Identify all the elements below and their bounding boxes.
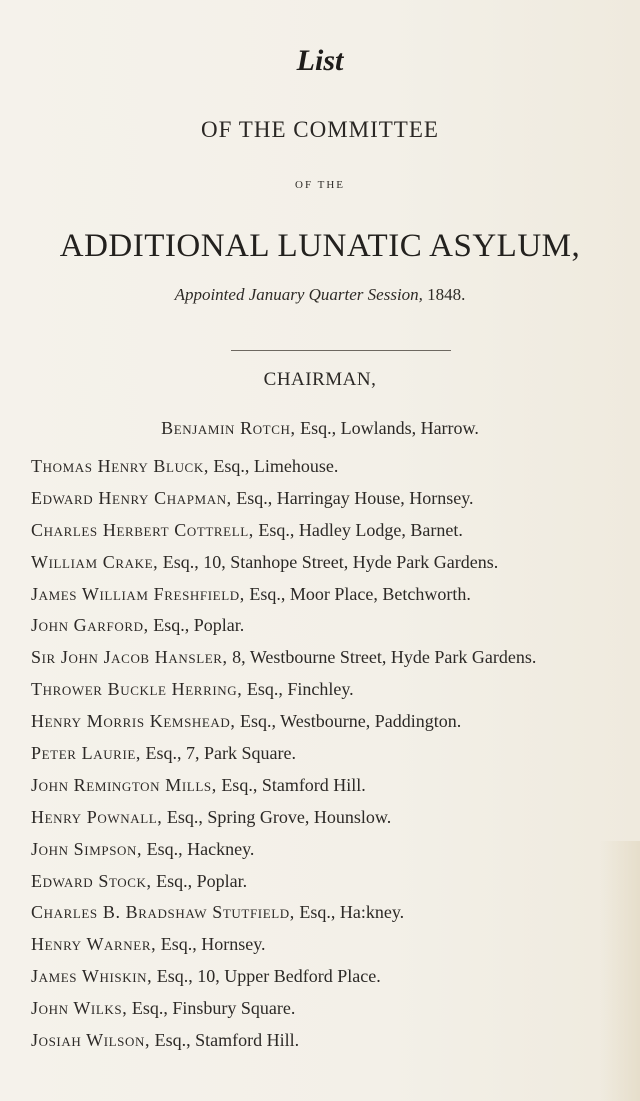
- member-name: John Garford,: [31, 615, 149, 636]
- member-details: Esq., Poplar.: [153, 615, 245, 636]
- chairman-details: Esq., Lowlands, Harrow.: [300, 418, 479, 438]
- committee-member: [31, 515, 640, 547]
- member-name: Thomas Henry Bluck,: [31, 456, 209, 476]
- member-name: Josiah Wilson,: [31, 1030, 151, 1051]
- member-name: Peter Laurie,: [31, 743, 142, 764]
- member-details: Esq., Ha:kney.: [299, 902, 405, 923]
- member-details: Esq., Limehouse.: [213, 456, 339, 476]
- committee-member: [31, 1025, 640, 1057]
- committee-member: [31, 802, 640, 834]
- member-name: John Simpson,: [31, 838, 143, 859]
- committee-member: [31, 674, 640, 706]
- member-name: Henry Pownall,: [31, 806, 163, 827]
- committee-member: [31, 866, 640, 898]
- member-name: John Remington Mills,: [31, 774, 217, 795]
- member-name: Edward Henry Chapman,: [31, 487, 232, 508]
- member-name: Henry Warner,: [31, 934, 157, 955]
- committee-member: [31, 706, 640, 738]
- member-details: Esq., Hornsey.: [160, 934, 266, 955]
- page-stain: [600, 841, 640, 1101]
- chairman-name: Benjamin Rotch,: [161, 418, 296, 438]
- committee-member: [31, 961, 640, 993]
- member-name: Charles B. Bradshaw Stutfield,: [31, 902, 295, 923]
- institution-heading: ADDITIONAL LUNATIC ASYLUM,: [59, 228, 581, 264]
- member-details: 8, Westbourne Street, Hyde Park Gardens.: [232, 647, 537, 668]
- member-details: Esq., 10, Stanhope Street, Hyde Park Gardens.: [162, 551, 499, 572]
- committee-member: [31, 579, 640, 611]
- member-name: James Whiskin,: [31, 966, 153, 987]
- committee-member: [31, 897, 640, 929]
- appointed-year: 1848.: [427, 285, 466, 304]
- list-heading: List: [296, 44, 344, 77]
- member-name: Sir John Jacob Hansler,: [31, 647, 228, 668]
- member-details: Esq., Stamford Hill.: [154, 1030, 300, 1051]
- committee-member: [31, 834, 640, 866]
- member-details: Esq., Poplar.: [156, 870, 248, 891]
- committee-member: [31, 483, 640, 515]
- appointed-text: Appointed January Quarter Session,: [174, 285, 423, 304]
- member-details: Esq., Moor Place, Betchworth.: [249, 583, 471, 604]
- committee-member: [31, 610, 640, 642]
- committee-member: [31, 993, 640, 1025]
- member-details: Esq., Harringay House, Hornsey.: [236, 487, 474, 508]
- member-details: Esq., Hackney.: [146, 838, 255, 859]
- member-details: Esq., Spring Grove, Hounslow.: [166, 806, 392, 827]
- committee-member: [31, 770, 640, 802]
- member-name: James William Freshfield,: [31, 583, 245, 604]
- chairman-label: CHAIRMAN,: [263, 369, 377, 390]
- committee-member: [31, 547, 640, 579]
- member-name: William Crake,: [31, 551, 159, 572]
- member-details: Esq., Finchley.: [246, 679, 354, 700]
- committee-member-list: [31, 451, 640, 1057]
- member-name: Charles Herbert Cottrell,: [31, 519, 254, 540]
- committee-member: [31, 738, 640, 770]
- member-details: Esq., 7, Park Square.: [145, 743, 297, 764]
- chairman-entry: [0, 418, 640, 439]
- member-name: Edward Stock,: [31, 870, 152, 891]
- divider-rule: [231, 350, 451, 351]
- committee-member: [31, 642, 640, 674]
- of-the-subheading: OF THE: [295, 179, 345, 191]
- member-name: Thrower Buckle Herring,: [31, 679, 243, 700]
- member-name: Henry Morris Kemshead,: [31, 711, 236, 732]
- member-details: Esq., Hadley Lodge, Barnet.: [258, 519, 463, 540]
- appointed-line: [0, 285, 640, 305]
- member-name: John Wilks,: [31, 998, 128, 1019]
- member-details: Esq., 10, Upper Bedford Place.: [156, 966, 381, 987]
- member-details: Esq., Westbourne, Paddington.: [240, 711, 462, 732]
- committee-heading: OF THE COMMITTEE: [201, 117, 439, 142]
- member-details: Esq., Stamford Hill.: [221, 774, 366, 795]
- committee-member: [31, 451, 640, 483]
- member-details: Esq., Finsbury Square.: [131, 998, 296, 1019]
- committee-member: [31, 929, 640, 961]
